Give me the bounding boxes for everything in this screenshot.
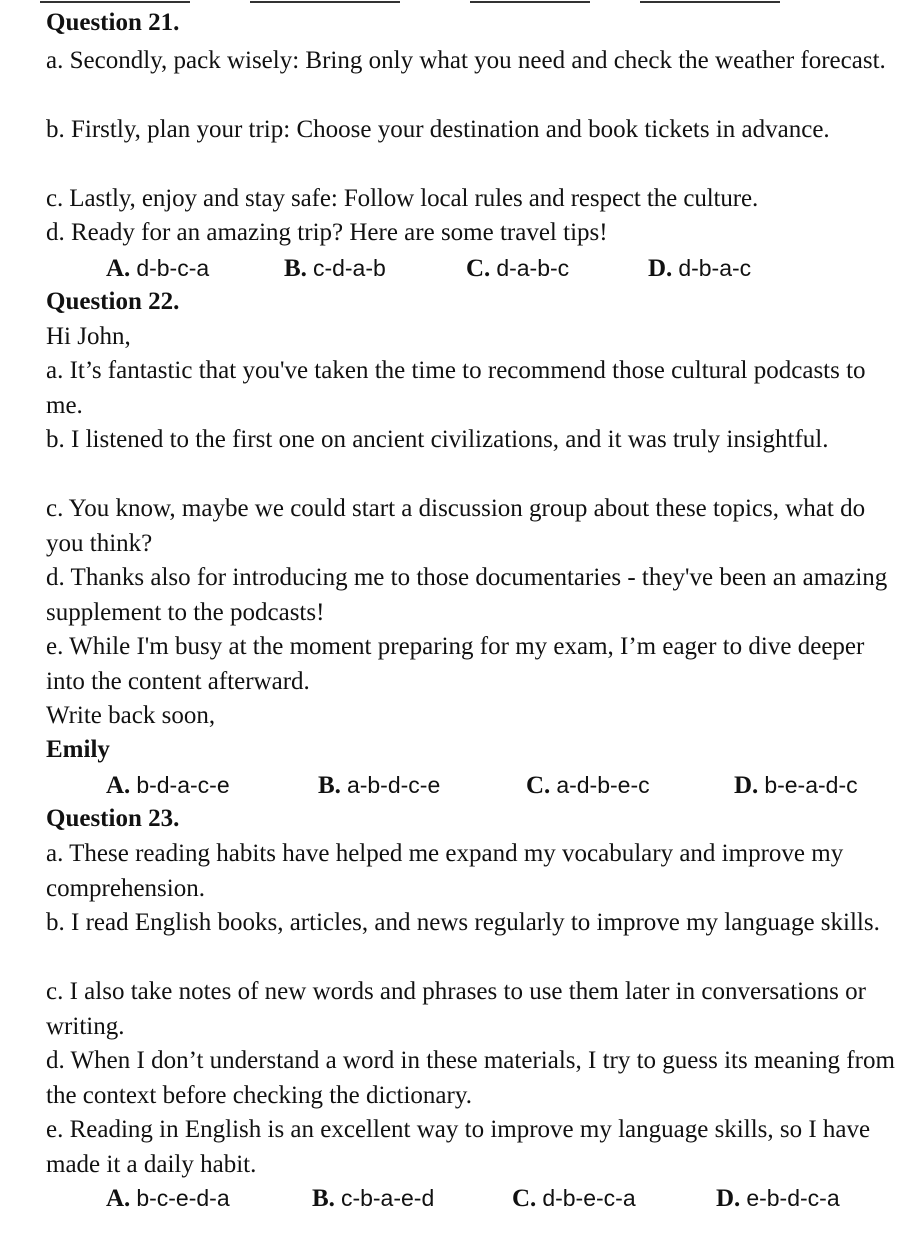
option-answer: b-e-a-d-c: [764, 772, 858, 798]
option-letter: D.: [648, 255, 673, 282]
option-letter: B.: [318, 772, 341, 799]
option-c[interactable]: [466, 251, 569, 286]
question-22: [46, 285, 906, 319]
q23-options: [46, 1181, 906, 1215]
q23-item-a: [46, 837, 906, 906]
option-a[interactable]: [106, 1181, 230, 1216]
option-c[interactable]: [526, 768, 650, 803]
q21-item-a: [46, 44, 906, 79]
option-answer: b-d-a-c-e: [136, 772, 230, 798]
sentence-item: c. Lastly, enjoy and stay safe: Follow local rules and respect the culture.: [46, 185, 759, 212]
question-23: [46, 802, 906, 836]
option-letter: C.: [526, 772, 551, 799]
sentence-item: a. It’s fantastic that you've taken the time to recommend those cultural podcasts to me.: [46, 357, 866, 419]
sentence-item: d. Ready for an amazing trip? Here are some travel tips!: [46, 219, 608, 246]
q22-item-b: [46, 423, 906, 458]
sentence-item: d. When I don’t understand a word in these materials, I try to guess its meaning from the context before checking the dictionary.: [46, 1047, 895, 1109]
q22-item-a: [46, 354, 906, 423]
option-a[interactable]: [106, 768, 230, 803]
option-answer: b-c-e-d-a: [136, 1185, 230, 1211]
q21-item-c: [46, 182, 906, 217]
option-b[interactable]: [284, 251, 386, 286]
option-letter: C.: [466, 255, 491, 282]
question-title: Question 22.: [46, 288, 180, 315]
option-answer: d-b-a-c: [678, 255, 752, 281]
option-answer: d-a-b-c: [496, 255, 570, 281]
option-answer: c-d-a-b: [312, 255, 386, 281]
letter-signature: Emily: [46, 736, 110, 763]
sentence-item: b. I read English books, articles, and news regularly to improve my language skills.: [46, 909, 880, 936]
option-letter: D.: [734, 772, 759, 799]
option-answer: d-b-e-c-a: [542, 1185, 636, 1211]
sentence-item: e. While I'm busy at the moment preparing for my exam, I’m eager to dive deeper into the content afterward.: [46, 633, 865, 695]
option-d[interactable]: [716, 1181, 840, 1216]
option-answer: a-d-b-e-c: [556, 772, 650, 798]
option-answer: a-b-d-c-e: [346, 772, 441, 798]
sentence-item: c. You know, maybe we could start a discussion group about these topics, what do you think?: [46, 495, 866, 557]
option-letter: B.: [312, 1185, 335, 1212]
q21-item-b: [46, 113, 906, 148]
option-letter: D.: [716, 1185, 741, 1212]
option-d[interactable]: [648, 251, 751, 286]
q22-closing: [46, 699, 906, 734]
sentence-item: d. Thanks also for introducing me to those documentaries - they've been an amazing supplement to the podcasts!: [46, 564, 888, 626]
sentence-item: b. I listened to the first one on ancient civilizations, and it was truly insightful.: [46, 426, 829, 453]
q23-item-e: [46, 1113, 906, 1182]
option-b[interactable]: [318, 768, 440, 803]
q22-signature: [46, 733, 906, 767]
option-letter: A.: [106, 1185, 131, 1212]
option-a[interactable]: [106, 251, 209, 286]
q23-item-b: [46, 906, 906, 941]
sentence-item: c. I also take notes of new words and phrases to use them later in conversations or writing.: [46, 978, 866, 1040]
sentence-item: a. Secondly, pack wisely: Bring only what you need and check the weather forecast.: [46, 47, 886, 74]
letter-closing: Write back soon,: [46, 702, 216, 729]
option-answer: d-b-c-a: [136, 255, 210, 281]
question-title: Question 21.: [46, 9, 180, 36]
q22-options: [46, 768, 906, 802]
letter-greeting: Hi John,: [46, 323, 131, 350]
option-c[interactable]: [512, 1181, 636, 1216]
q22-item-c: [46, 492, 906, 561]
q22-item-d: [46, 561, 906, 630]
option-letter: A.: [106, 255, 131, 282]
q22-item-e: [46, 630, 906, 699]
option-answer: e-b-d-c-a: [746, 1185, 840, 1211]
q21-options: [46, 251, 906, 285]
q21-item-d: [46, 216, 906, 251]
option-d[interactable]: [734, 768, 858, 803]
option-letter: B.: [284, 255, 307, 282]
option-letter: A.: [106, 772, 131, 799]
option-b[interactable]: [312, 1181, 434, 1216]
sentence-item: e. Reading in English is an excellent way to improve my language skills, so I have made it a daily habit.: [46, 1116, 871, 1178]
q22-greeting: [46, 320, 906, 355]
option-letter: C.: [512, 1185, 537, 1212]
sentence-item: b. Firstly, plan your trip: Choose your destination and book tickets in advance.: [46, 116, 830, 143]
sentence-item: a. These reading habits have helped me expand my vocabulary and improve my comprehension.: [46, 840, 844, 902]
option-answer: c-b-a-e-d: [340, 1185, 435, 1211]
q23-item-c: [46, 975, 906, 1044]
q23-item-d: [46, 1044, 906, 1113]
question-21: [46, 6, 906, 40]
question-title: Question 23.: [46, 805, 180, 832]
